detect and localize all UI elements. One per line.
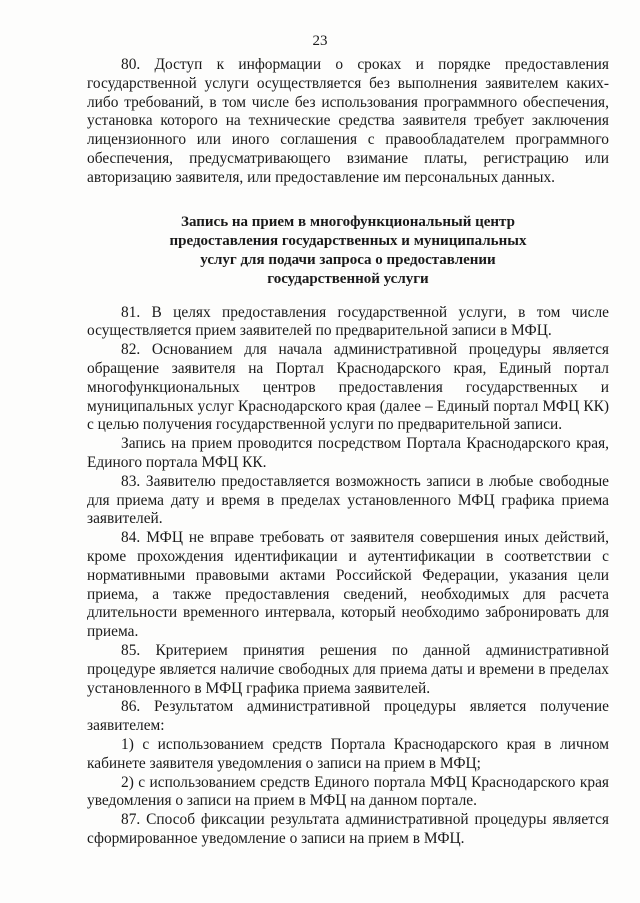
paragraph-85: 85. Критерием принятия решения по данной административной процедуре является наличие свободных для приема даты и времени в пределах установленного в МФЦ графика приема заявителей.	[87, 641, 609, 697]
paragraph-81: 81. В целях предоставления государственной услуги, в том числе осуществляется прием заявителей по предварительной записи в МФЦ.	[87, 303, 609, 340]
paragraph-87: 87. Способ фиксации результата административной процедуры является сформированное уведомление о записи на прием в МФЦ.	[87, 811, 609, 847]
heading-line-1: Запись на прием в многофункциональный центр	[181, 213, 515, 230]
paragraph-82: 82. Основанием для начала административной процедуры является обращение заявителя на Портал Краснодарского края, Единый портал многофункциональных центров предоставления государственных и муниципальных услуг Краснодарского края (далее – Единый портал МФЦ КК) с целью получения государственной услуги по предварительной записи.	[87, 341, 609, 434]
page-number: 23	[312, 33, 328, 49]
document-body	[87, 56, 609, 849]
section-heading	[87, 213, 609, 289]
paragraph-86-item-2: 2) с использованием средств Единого портала МФЦ Краснодарского края уведомления о записи на прием в МФЦ на данном портале.	[87, 773, 609, 810]
paragraph-84: 84. МФЦ не вправе требовать от заявителя совершения иных действий, кроме прохождения идентификации и аутентификации в соответствии с нормативными правовыми актами Российской Федерации, указания цели приема, а также предоставления сведений, необходимых для расчета длительности временного интервала, который необходимо забронировать для приема.	[87, 529, 609, 641]
paragraph-82-continuation: Запись на прием проводится посредством Портала Краснодарского края, Единого портала МФЦ КК.	[87, 435, 609, 471]
paragraph-86-item-1: 1) с использованием средств Портала Краснодарского края в личном кабинете заявителя уведомления о записи на прием в МФЦ;	[87, 735, 609, 772]
paragraph-83: 83. Заявителю предоставляется возможность записи в любые свободные для приема дату и время в пределах установленного МФЦ графика приема заявителей.	[87, 472, 609, 528]
heading-line-4: государственной услуги	[267, 270, 429, 287]
paragraph-80: 80. Доступ к информации о сроках и порядке предоставления государственной услуги осуществляется без выполнения заявителем каких-либо требований, в том числе без использования программного обеспечения, установка которого на технические средства заявителя требует заключения лицензионного или иного соглашения с правообладателем программного обеспечения, предусматривающего взимание платы, регистрацию или авторизацию заявителя, или предоставление им персональных данных.	[87, 56, 609, 186]
heading-line-3: услуг для подачи запроса о предоставлении	[200, 251, 496, 268]
heading-line-2: предоставления государственных и муниципальных	[169, 232, 527, 249]
paragraph-86: 86. Результатом административной процедуры является получение заявителем:	[87, 698, 609, 735]
